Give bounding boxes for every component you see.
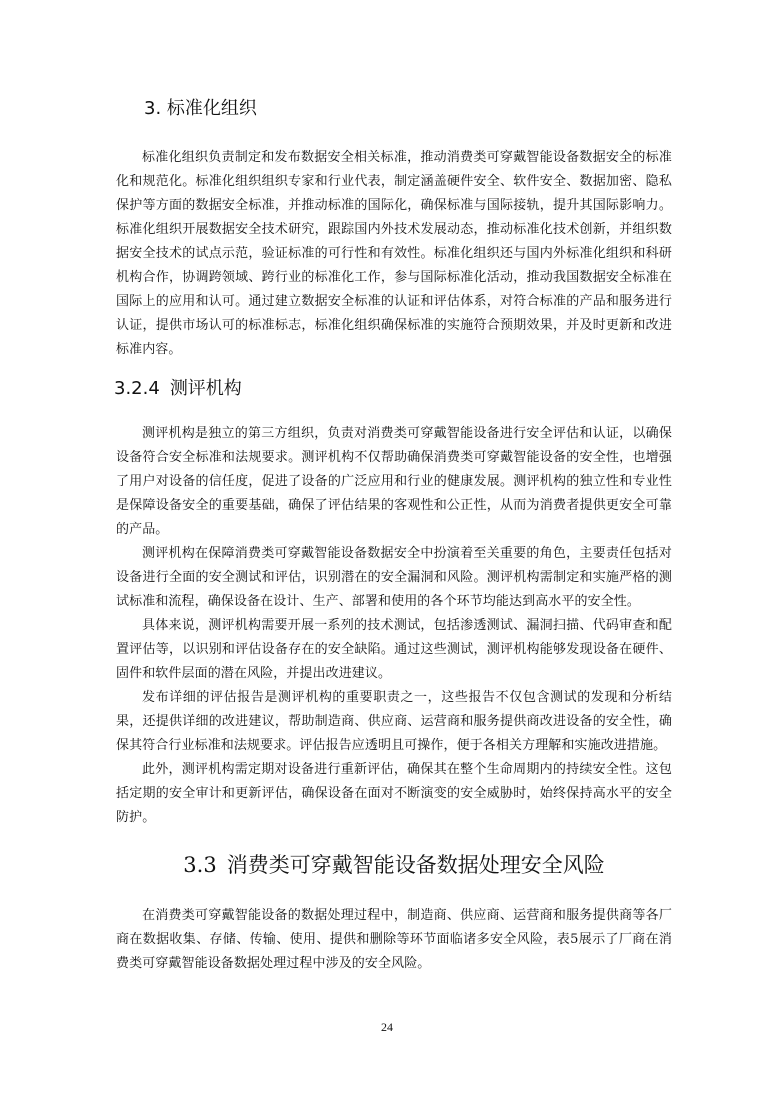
paragraph-evaluation-4: 发布详细的评估报告是测评机构的重要职责之一，这些报告不仅包含测试的发现和分析结果，还提供详细的改进建议，帮助制造商、供应商、运营商和服务提供商改进设备的安全性，确保其符合行业标准和法规要求。评估报告应透明且可操作，便于各相关方理解和实施改进措施。 bbox=[116, 690, 672, 753]
page-content bbox=[116, 96, 672, 976]
paragraph-data-risks: 在消费类可穿戴智能设备的数据处理过程中，制造商、供应商、运营商和服务提供商等各厂商在数据收集、存储、传输、使用、提供和删除等环节面临诸多安全风险，表5展示了厂商在消费类可穿戴智能设备数据处理过程中涉及的安全风险。 bbox=[116, 908, 672, 971]
paragraph-standardization: 标准化组织负责制定和发布数据安全相关标准，推动消费类可穿戴智能设备数据安全的标准化和规范化。标准化组织组织专家和行业代表，制定涵盖硬件安全、软件安全、数据加密、隐私保护等方面的数据安全标准，并推动标准的国际化，确保标准与国际接轨，提升其国际影响力。标准化组织开展数据安全技术研究，跟踪国内外技术发展动态，推动标准化技术创新，并组织数据安全技术的试点示范，验证标准的可行性和有效性。标准化组织还与国内外标准化组织和科研机构合作，协调跨领域、跨行业的标准化工作，参与国际标准化活动，推动我国数据安全标准在国际上的应用和认可。通过建立数据安全标准的认证和评估体系，对符合标准的产品和服务进行认证，提供市场认可的标准标志，标准化组织确保标准的实施符合预期效果，并及时更新和改进标准内容。 bbox=[116, 150, 672, 357]
subsection-number: 3.2.4 bbox=[114, 378, 160, 399]
subsection-heading-evaluation bbox=[114, 376, 672, 402]
paragraph-evaluation-5: 此外，测评机构需定期对设备进行重新评估，确保其在整个生命周期内的持续安全性。这包括定期的安全审计和更新评估，确保设备在面对不断演变的安全威胁时，始终保持高水平的安全防护。 bbox=[116, 762, 672, 825]
paragraph-evaluation-1: 测评机构是独立的第三方组织，负责对消费类可穿戴智能设备进行安全评估和认证，以确保设备符合安全标准和法规要求。测评机构不仅帮助确保消费类可穿戴智能设备的安全性，也增强了用户对设备的信任度，促进了设备的广泛应用和行业的健康发展。测评机构的独立性和专业性是保障设备安全的重要基础，确保了评估结果的客观性和公正性，从而为消费者提供更安全可靠的产品。 bbox=[116, 426, 672, 537]
paragraph-evaluation-3: 具体来说，测评机构需要开展一系列的技术测试，包括渗透测试、漏洞扫描、代码审查和配置评估等，以识别和评估设备存在的安全缺陷。通过这些测试，测评机构能够发现设备在硬件、固件和软件层面的潜在风险，并提出改进建议。 bbox=[116, 618, 672, 681]
subsection-title: 测评机构 bbox=[169, 378, 242, 399]
section-heading-standardization bbox=[144, 96, 672, 122]
section-title: 消费类可穿戴智能设备数据处理安全风险 bbox=[226, 853, 605, 877]
section-number: 3.3 bbox=[183, 853, 217, 877]
section-heading-data-risks bbox=[116, 850, 672, 880]
section-number: 3. bbox=[144, 98, 162, 119]
paragraph-evaluation-2: 测评机构在保障消费类可穿戴智能设备数据安全中扮演着至关重要的角色，主要责任包括对设备进行全面的安全测试和评估，识别潜在的安全漏洞和风险。测评机构需制定和实施严格的测试标准和流程，确保设备在设计、生产、部署和使用的各个环节均能达到高水平的安全性。 bbox=[116, 546, 672, 609]
page-number: 24 bbox=[381, 1020, 393, 1034]
section-title: 标准化组织 bbox=[166, 98, 257, 119]
